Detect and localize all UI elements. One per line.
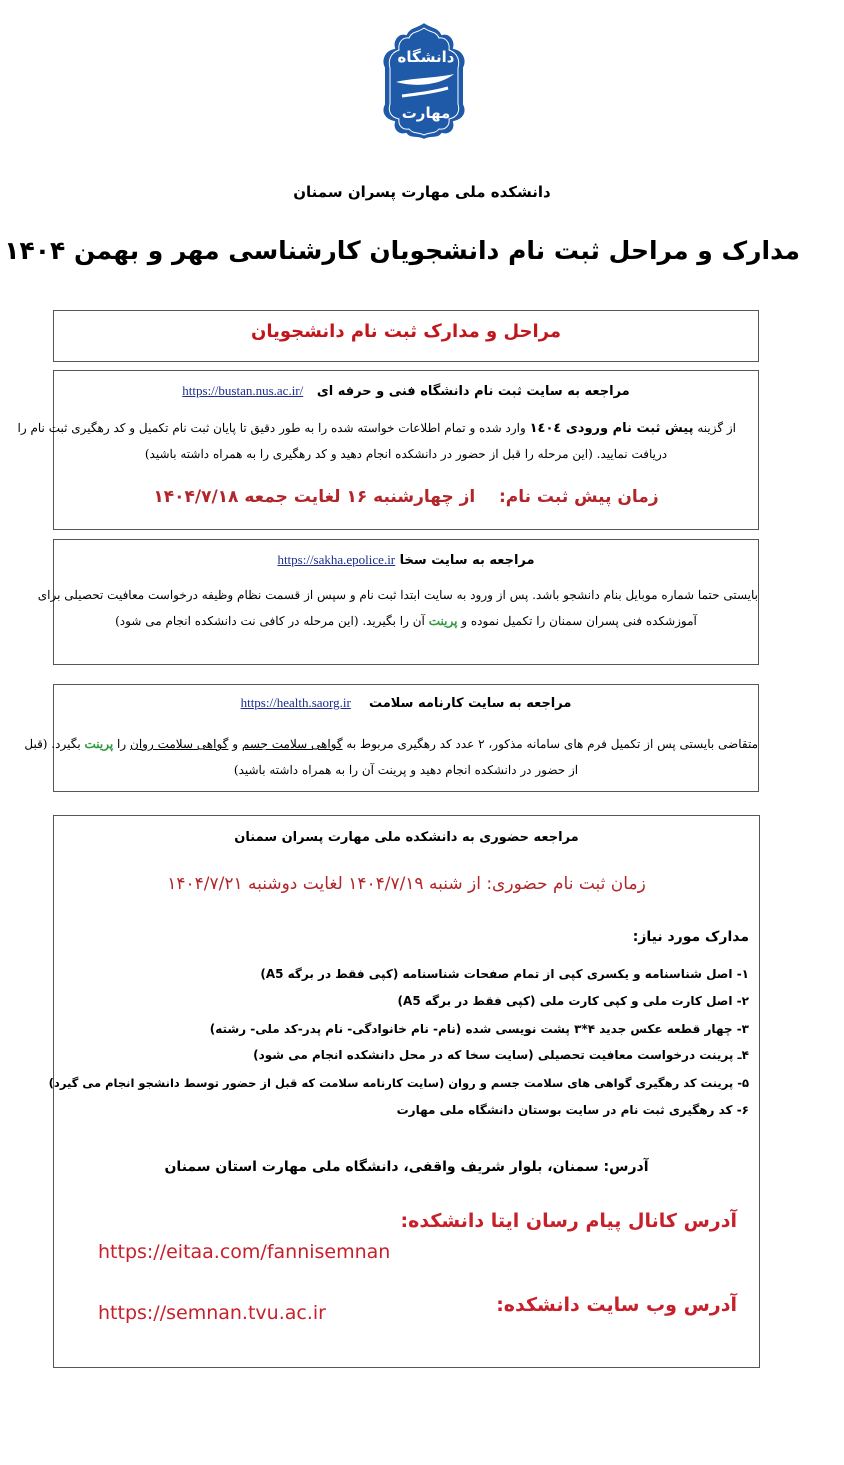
step-in-person-heading: مراجعه حضوری به دانشکده ملی مهارت پسران سمنان [234, 830, 579, 845]
health-link[interactable]: https://health.saorg.ir [240, 695, 351, 710]
step-bustan-heading: مراجعه به سایت ثبت نام دانشگاه فنی و حرفه ای [316, 384, 630, 399]
text-part: بگیرد. (قبل [24, 737, 81, 751]
step-sakha-text-line2 [54, 608, 758, 634]
banner-box [53, 310, 759, 362]
website-link[interactable]: https://semnan.tvu.ac.ir [98, 1302, 326, 1324]
doc-item: ۲- اصل کارت ملی و کپی کارت ملی (کپی فقط در برگه A5) [397, 994, 749, 1008]
faculty-name: دانشکده ملی مهارت پسران سمنان [293, 183, 551, 201]
logo-text-bottom: مهارت [401, 104, 451, 122]
step-health-text-line1 [24, 731, 758, 757]
time-label: زمان پیش ثبت نام: [498, 487, 659, 507]
step-sakha-heading: مراجعه به سایت سخا [399, 553, 535, 568]
step-sakha [37, 539, 759, 665]
step-health-text-line2: از حضور در دانشکده انجام دهید و پرینت آن را به همراه داشته باشید) [233, 763, 579, 777]
page-title: مدارک و مراحل ثبت نام دانشجویان کارشناسی مهر و بهمن ۱۴۰۴ [4, 236, 800, 265]
pre-registration-option: پیش ثبت نام ورودی ۱٤۰٤ [529, 421, 694, 436]
pre-registration-time [54, 487, 758, 507]
step-bustan-text-line2: دریافت نمایید. (این مرحله را قبل از حضور در دانشکده انجام دهید و کد رهگیری را به همراه داشته باشید) [144, 447, 668, 461]
doc-item: ۵- پرینت کد رهگیری گواهی های سلامت جسم و روان (سایت کارنامه سلامت که قبل از حضور توسط دانشجو انجام می گیرد) [48, 1076, 749, 1090]
text-part: وارد شده و تمام اطلاعات خواسته شده را به طور دقیق تا پایان ثبت نام تکمیل و کد رهگیری ثبت نام را [17, 421, 526, 435]
address: آدرس: سمنان، بلوار شریف واقفی، دانشگاه ملی مهارت استان سمنان [164, 1159, 649, 1175]
required-docs-heading: مدارک مورد نیاز: [632, 929, 749, 945]
physical-health-cert: گواهی سلامت جسم [241, 737, 343, 751]
step-bustan [17, 370, 759, 530]
website-label: آدرس وب سایت دانشکده: [496, 1294, 737, 1316]
logo-text-top: دانشگاه [397, 48, 455, 66]
step-sakha-heading-row [54, 552, 758, 568]
banner-title: مراحل و مدارک ثبت نام دانشجویان [250, 321, 562, 342]
doc-item: ۶- کد رهگیری ثبت نام در سایت بوستان دانشگاه ملی مهارت [396, 1103, 749, 1117]
step-health-heading: مراجعه به سایت کارنامه سلامت [368, 696, 572, 711]
university-logo [372, 18, 476, 140]
text-part: آموزشکده فنی پسران سمنان را تکمیل نموده و [461, 614, 697, 628]
text-part: از گزینه [697, 421, 736, 435]
text-part: را [117, 737, 127, 751]
doc-item: ۴ـ پرینت درخواست معافیت تحصیلی (سایت سخا که در محل دانشکده انجام می شود) [253, 1048, 749, 1062]
step-sakha-text-line1: بایستی حتما شماره موبایل بنام دانشجو باشد. پس از ورود به سایت ابتدا ثبت نام و سپس از قسمت نظام وظیفه درخواست معافیت تحصیلی برای [37, 588, 758, 602]
text-part: متقاضی بایستی پس از تکمیل فرم های سامانه مذکور، ۲ عدد کد رهگیری مربوط به [346, 737, 758, 751]
time-value: از چهارشنبه ۱۶ لغایت جمعه ۱۴۰۴/۷/۱۸ [153, 487, 476, 507]
text-part: و [232, 737, 239, 751]
sakha-link[interactable]: https://sakha.epolice.ir [277, 552, 396, 567]
in-person-time: زمان ثبت نام حضوری: از شنبه ۱۴۰۴/۷/۱۹ لغایت دوشنبه ۱۴۰۴/۷/۲۱ [167, 874, 646, 894]
step-health-heading-row [54, 695, 758, 711]
step-health [24, 684, 759, 792]
mental-health-cert: گواهی سلامت روان [130, 737, 229, 751]
eitaa-channel-link[interactable]: https://eitaa.com/fannisemnan [98, 1241, 391, 1263]
print-highlight: پرینت [428, 614, 458, 628]
doc-item: ۳- چهار قطعه عکس جدید ۴*۳ پشت نویسی شده (نام- نام خانوادگی- نام پدر-کد ملی- رشته) [209, 1022, 749, 1036]
step-bustan-text-line1 [18, 415, 736, 442]
step-in-person [48, 815, 760, 1368]
step-bustan-heading-row [54, 383, 758, 399]
print-highlight: پرینت [84, 737, 114, 751]
bustan-link[interactable]: https://bustan.nus.ac.ir/ [182, 383, 304, 398]
eitaa-channel-label: آدرس کانال پیام رسان ایتا دانشکده: [400, 1210, 737, 1232]
text-part: آن را بگیرید. (این مرحله در کافی نت دانشکده انجام می شود) [115, 614, 425, 628]
doc-item: ۱- اصل شناسنامه و یکسری کپی از تمام صفحات شناسنامه (کپی فقط در برگه A5) [260, 967, 749, 981]
